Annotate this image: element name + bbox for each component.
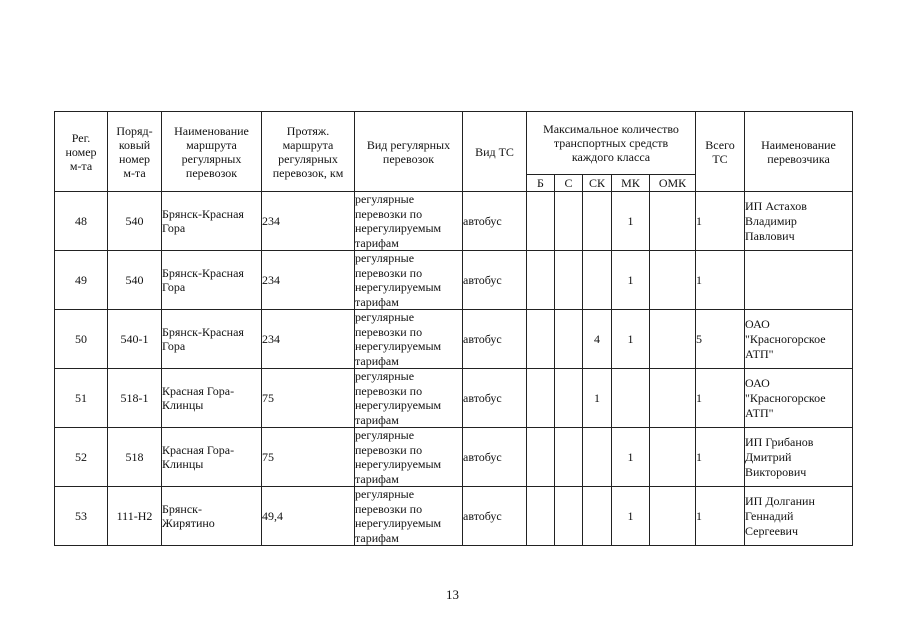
class-s-cell [555,192,583,251]
class-omk-cell [650,251,696,310]
order-number-cell: 540-1 [108,310,162,369]
order-number-cell: 518-1 [108,369,162,428]
carrier-name-cell: ОАО "Красногорское АТП" [745,310,853,369]
carrier-name-cell [745,251,853,310]
route-name-cell: Брянск-Красная Гора [162,192,262,251]
header-vehicle-type: Вид ТС [463,112,527,192]
table-row [55,251,853,310]
header-route-length: Протяж. маршрута регулярных перевозок, км [262,112,355,192]
carrier-name-cell: ОАО "Красногорское АТП" [745,369,853,428]
order-number-cell: 540 [108,192,162,251]
class-mk-cell: 1 [612,428,650,487]
route-name-cell: Брянск-Красная Гора [162,251,262,310]
class-mk-cell: 1 [612,487,650,546]
total-vehicles-cell: 1 [696,251,745,310]
class-omk-cell [650,369,696,428]
class-b-cell [527,310,555,369]
page-number: 13 [446,587,459,602]
header-class-s: С [555,175,583,192]
carrier-name-cell: ИП Долганин Геннадий Сергеевич [745,487,853,546]
class-sk-cell: 1 [583,369,612,428]
total-vehicles-cell: 5 [696,310,745,369]
class-sk-cell [583,428,612,487]
reg-number-cell: 53 [55,487,108,546]
table-row [55,369,853,428]
reg-number-cell: 52 [55,428,108,487]
reg-number-cell: 49 [55,251,108,310]
table-row [55,487,853,546]
vehicle-type-cell: автобус [463,251,527,310]
table-row [55,192,853,251]
header-class-sk: СК [583,175,612,192]
total-vehicles-cell: 1 [696,369,745,428]
class-s-cell [555,428,583,487]
order-number-cell: 518 [108,428,162,487]
header-route-name: Наименование маршрута регулярных перевозок [162,112,262,192]
class-sk-cell: 4 [583,310,612,369]
class-b-cell [527,251,555,310]
class-omk-cell [650,310,696,369]
class-s-cell [555,487,583,546]
route-name-cell: Брянск-Красная Гора [162,310,262,369]
total-vehicles-cell: 1 [696,487,745,546]
reg-number-cell: 48 [55,192,108,251]
route-length-cell: 75 [262,428,355,487]
carrier-name-cell: ИП Грибанов Дмитрий Викторович [745,428,853,487]
class-s-cell [555,310,583,369]
header-reg-number: Рег. номер м-та [55,112,108,192]
transport-type-cell: регулярные перевозки по нерегулируемым тарифам [355,428,463,487]
class-s-cell [555,369,583,428]
class-mk-cell: 1 [612,310,650,369]
class-b-cell [527,428,555,487]
class-omk-cell [650,487,696,546]
route-length-cell: 234 [262,251,355,310]
header-order-number: Поряд- ковый номер м-та [108,112,162,192]
routes-table [54,111,853,546]
transport-type-cell: регулярные перевозки по нерегулируемым тарифам [355,192,463,251]
header-class-b: Б [527,175,555,192]
class-sk-cell [583,251,612,310]
route-name-cell: Красная Гора- Клинцы [162,428,262,487]
order-number-cell: 540 [108,251,162,310]
reg-number-cell: 51 [55,369,108,428]
class-b-cell [527,487,555,546]
vehicle-type-cell: автобус [463,192,527,251]
table-row [55,310,853,369]
class-mk-cell [612,369,650,428]
vehicle-type-cell: автобус [463,310,527,369]
route-length-cell: 49,4 [262,487,355,546]
route-length-cell: 234 [262,192,355,251]
class-sk-cell [583,192,612,251]
total-vehicles-cell: 1 [696,428,745,487]
transport-type-cell: регулярные перевозки по нерегулируемым тарифам [355,251,463,310]
header-transport-type: Вид регулярных перевозок [355,112,463,192]
vehicle-type-cell: автобус [463,428,527,487]
route-length-cell: 75 [262,369,355,428]
class-omk-cell [650,428,696,487]
header-total-vehicles: Всего ТС [696,112,745,192]
header-class-omk: ОМК [650,175,696,192]
transport-type-cell: регулярные перевозки по нерегулируемым тарифам [355,487,463,546]
class-mk-cell: 1 [612,192,650,251]
class-sk-cell [583,487,612,546]
class-b-cell [527,192,555,251]
order-number-cell: 111-Н2 [108,487,162,546]
vehicle-type-cell: автобус [463,369,527,428]
transport-type-cell: регулярные перевозки по нерегулируемым тарифам [355,369,463,428]
carrier-name-cell: ИП Астахов Владимир Павлович [745,192,853,251]
transport-type-cell: регулярные перевозки по нерегулируемым тарифам [355,310,463,369]
header-max-quantity: Максимальное количество транспортных средств каждого класса [527,112,696,175]
header-carrier-name: Наименование перевозчика [745,112,853,192]
class-omk-cell [650,192,696,251]
reg-number-cell: 50 [55,310,108,369]
table-row [55,428,853,487]
total-vehicles-cell: 1 [696,192,745,251]
class-b-cell [527,369,555,428]
route-name-cell: Брянск- Жирятино [162,487,262,546]
vehicle-type-cell: автобус [463,487,527,546]
header-class-mk: МК [612,175,650,192]
route-length-cell: 234 [262,310,355,369]
class-s-cell [555,251,583,310]
route-name-cell: Красная Гора- Клинцы [162,369,262,428]
class-mk-cell: 1 [612,251,650,310]
